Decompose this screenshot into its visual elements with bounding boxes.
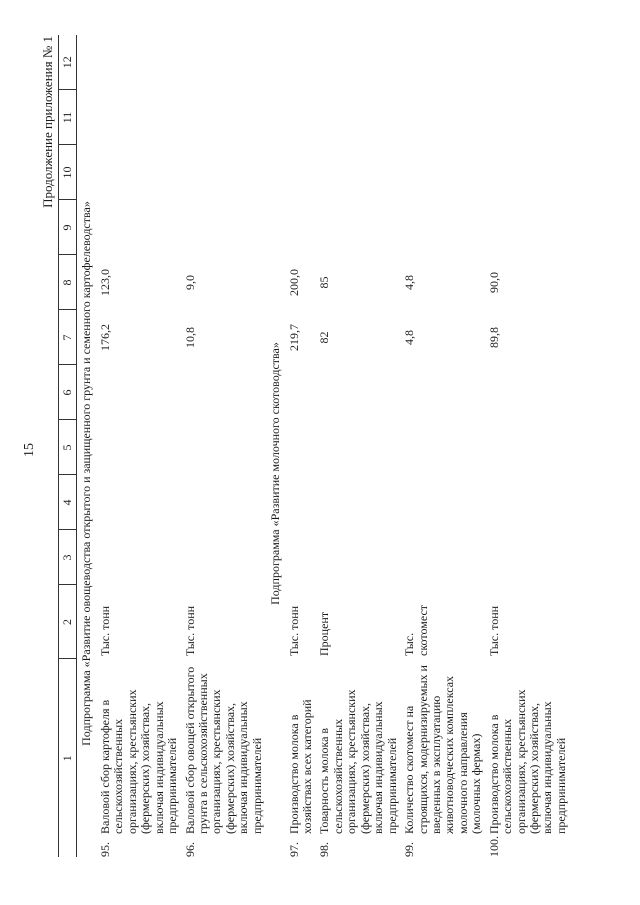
- table-row: [182, 35, 267, 857]
- row-number: 98.: [317, 842, 332, 857]
- column-header: 11: [59, 90, 77, 145]
- column-header: 12: [59, 35, 77, 90]
- value-col-7: 10,8: [182, 327, 197, 348]
- indicator-name: Валовой сбор овощей открытого грунта в сельскохозяйственных организациях, крестьянских (фермерских) хозяйствах, включая индивидуальных предпринимателей: [182, 666, 264, 834]
- appendix-continuation-label: Продолжение приложения № 1: [40, 36, 55, 208]
- table-row: [97, 35, 182, 857]
- indicator-name: Производство молока в хозяйствах всех категорий: [286, 699, 314, 834]
- column-header: 2: [59, 585, 77, 659]
- row-number: 95.: [97, 842, 112, 857]
- column-header: 5: [59, 420, 77, 475]
- value-col-8: 90,0: [486, 272, 501, 293]
- indicators-table: [58, 35, 570, 857]
- value-col-8: 4,8: [402, 275, 417, 290]
- unit: Тыс. тонн: [286, 605, 301, 656]
- unit: Тыс. тонн: [97, 605, 112, 656]
- table-header-row: [59, 35, 77, 857]
- table-row: [486, 35, 571, 857]
- column-header: 7: [59, 310, 77, 365]
- table-row: [286, 35, 317, 857]
- value-col-7: 89,8: [486, 327, 501, 348]
- unit: Тыс. тонн: [486, 605, 501, 656]
- column-header: 4: [59, 475, 77, 530]
- value-col-7: 4,8: [402, 330, 417, 345]
- row-number: 100.: [486, 836, 501, 857]
- value-col-8: 9,0: [182, 275, 197, 290]
- column-header: 3: [59, 530, 77, 585]
- column-header: 10: [59, 145, 77, 200]
- column-header: 1: [59, 659, 77, 857]
- column-header: 6: [59, 365, 77, 420]
- value-col-8: 85: [317, 276, 332, 289]
- page-number: 15: [22, 443, 37, 457]
- subprogram-title: Подпрограмма «Развитие молочного скотоводства»: [268, 342, 283, 605]
- table-row: [401, 35, 486, 857]
- subprogram-row: [77, 35, 97, 857]
- indicator-name: Товарность молока в сельскохозяйственных организациях, крестьянских (фермерских) хозяйствах, включая индивидуальных предпринимателей: [317, 689, 399, 834]
- value-col-8: 123,0: [97, 269, 112, 296]
- value-col-7: 82: [317, 331, 332, 344]
- unit: Тыс. скотомест: [402, 604, 430, 656]
- row-number: 99.: [402, 842, 417, 857]
- column-header: 8: [59, 255, 77, 310]
- value-col-7: 219,7: [286, 324, 301, 351]
- indicator-name: Валовой сбор картофеля в сельскохозяйственных организациях, крестьянских (фермерских) хозяйствах, включая индивидуальных предпринимателей: [97, 689, 180, 834]
- indicator-name: Производство молока в сельскохозяйственных организациях, крестьянских (фермерских) хозяйствах, включая индивидуальных предпринимателей: [486, 689, 568, 834]
- column-header: 9: [59, 200, 77, 255]
- value-col-7: 176,2: [97, 324, 112, 351]
- unit: Тыс. тонн: [182, 605, 197, 656]
- unit: Процент: [317, 611, 332, 656]
- row-number: 97.: [286, 842, 301, 857]
- row-number: 96.: [182, 842, 197, 857]
- subprogram-title: Подпрограмма «Развитие овощеводства открытого и защищенного грунта и семенного картофелеводства»: [79, 201, 94, 746]
- value-col-8: 200,0: [286, 269, 301, 296]
- table-row: [316, 35, 401, 857]
- indicator-name: Количество скотомест на строящихся, модернизируемых и введенных в эксплуатацию животноводческих комплексах молочного направления (молочных фермах): [402, 665, 484, 834]
- subprogram-row: [266, 35, 285, 857]
